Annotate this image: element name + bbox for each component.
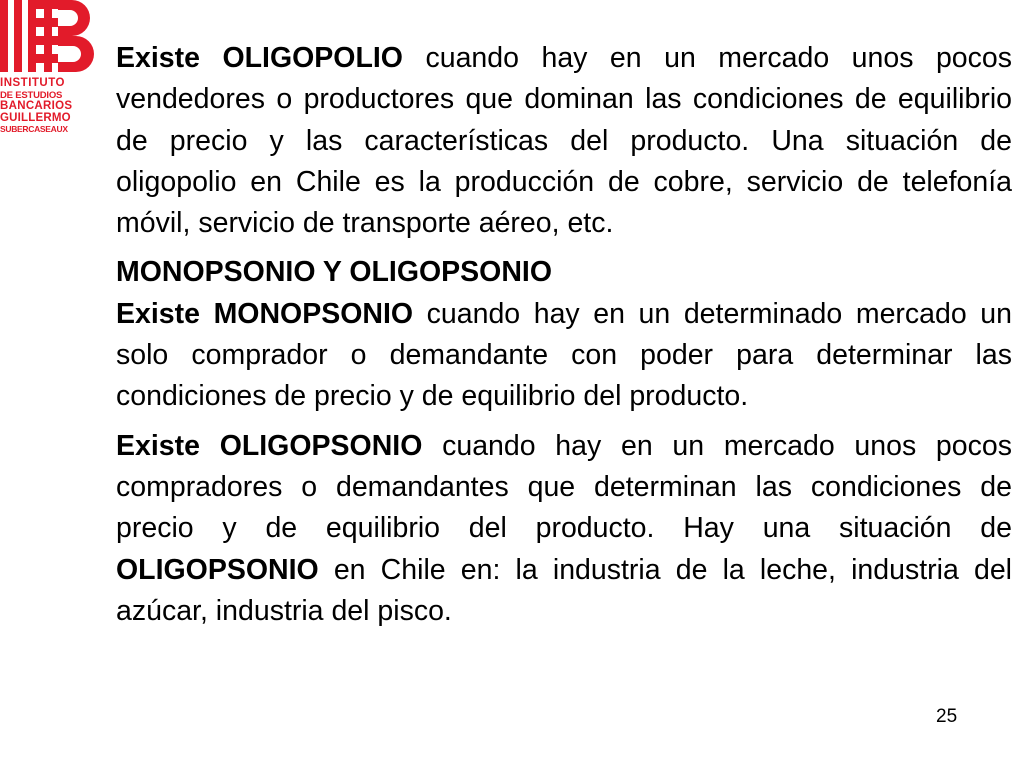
paragraph-text: cuando hay en un mercado unos pocos vendedores o productores que dominan las condiciones de equilibrio de precio y las características del producto. Una situación de oligopolio en Chile es la producción de cobre, servicio de telefonía móvil, servicio de transporte aéreo, etc. <box>116 42 1012 240</box>
paragraph-text: en Chile en: la industria de la leche, industria del azúcar, industria del pisco. <box>116 553 1012 627</box>
institute-logo <box>0 0 96 150</box>
paragraph-text: cuando hay en un mercado unos pocos compradores o demandantes que determinan las condiciones de precio y de equilibrio del producto. Hay una situación de <box>116 429 1012 545</box>
paragraph-text: cuando hay en un determinado mercado un solo comprador o demandante con poder para determinar las condiciones de precio y de equilibrio del producto. <box>116 297 1012 413</box>
paragraph-lead: Existe <box>116 297 214 330</box>
institute-logo-mark <box>0 0 96 76</box>
section-heading: MONOPSONIO Y OLIGOPSONIO <box>116 256 553 289</box>
oligopolio-paragraph <box>116 38 1012 244</box>
paragraph-lead: Existe <box>116 429 220 462</box>
logo-line: SUBERCASEAUX <box>0 124 68 134</box>
logo-line: INSTITUTO <box>0 77 65 89</box>
term-oligopolio: OLIGOPOLIO <box>222 42 403 74</box>
page-number: 25 <box>936 706 958 727</box>
monopsonio-paragraph <box>116 294 1012 418</box>
logo-wordmark <box>0 78 96 136</box>
term-oligopsonio: OLIGOPSONIO <box>219 429 423 462</box>
logo-line: BANCARIOS <box>0 100 73 112</box>
slide-body <box>116 38 1012 632</box>
term-oligopsonio-2: OLIGOPSONIO <box>116 553 319 586</box>
logo-line: DE ESTUDIOS <box>0 89 63 101</box>
term-monopsonio: MONOPSONIO <box>213 297 414 330</box>
oligopsonio-paragraph <box>116 426 1012 632</box>
logo-line: GUILLERMO <box>0 111 71 124</box>
paragraph-lead: Existe <box>116 42 223 74</box>
